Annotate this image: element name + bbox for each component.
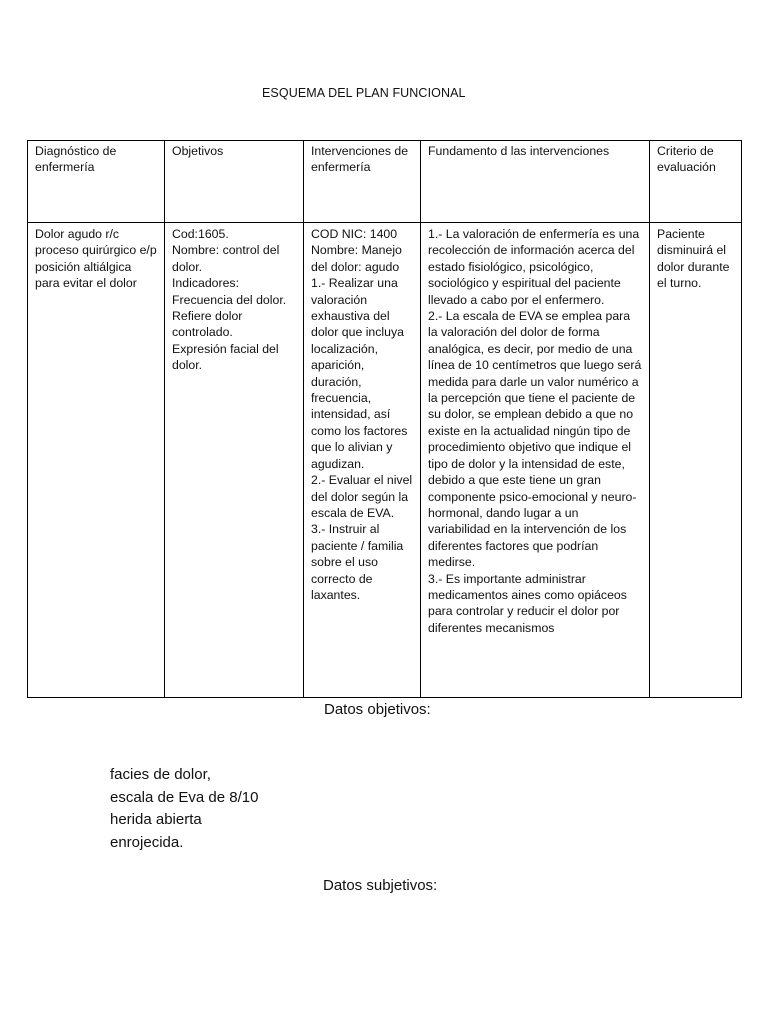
objetivo-line: Cod:1605. — [172, 227, 229, 241]
list-item: enrojecida. — [110, 833, 184, 851]
header-criterio: Criterio de evaluación — [650, 141, 742, 223]
datos-objetivos-list — [110, 764, 258, 854]
table-header-row — [28, 141, 742, 223]
intervencion-line: 2.- Evaluar el nivel del dolor según la escala de EVA. — [311, 473, 413, 520]
fundamento-line: 1.- La valoración de enfermería es una recolección de información acerca del estado fisiológico, psicológico, sociológico y espiritual del paciente llevado a cabo por el enfermero. — [428, 227, 640, 307]
cell-objetivos — [165, 223, 304, 698]
intervencion-line: COD NIC: 1400 — [311, 227, 398, 241]
objetivo-line: Expresión facial del dolor. — [172, 341, 279, 373]
list-item: herida abierta — [110, 811, 202, 828]
header-intervenciones: Intervenciones de enfermería — [304, 141, 421, 223]
cell-intervenciones — [304, 223, 421, 698]
objetivo-line: Indicadores: — [172, 276, 239, 291]
intervencion-line: Nombre: Manejo del dolor: agudo — [311, 243, 402, 274]
list-item: escala de Eva de 8/10 — [110, 788, 259, 806]
header-fundamento: Fundamento d las intervenciones — [421, 141, 650, 223]
datos-subjetivos-heading: Datos subjetivos: — [323, 877, 438, 894]
cell-fundamento — [421, 223, 650, 698]
cell-criterio: Paciente disminuirá el dolor durante el turno. — [650, 223, 742, 698]
fundamento-line: 3.- Es importante administrar medicamentos aines como opiáceos para controlar y reducir el dolor por diferentes mecanismos — [428, 571, 627, 635]
care-plan-table — [27, 140, 742, 698]
objetivo-line: Nombre: control del dolor. — [172, 243, 280, 274]
datos-objetivos-heading: Datos objetivos: — [324, 701, 431, 718]
cell-diagnostico: Dolor agudo r/c proceso quirúrgico e/p posición altiálgica para evitar el dolor — [28, 223, 165, 698]
fundamento-line: 2.- La escala de EVA se emplea para la valoración del dolor de forma analógica, es decir, por medio de una línea de 10 centímetros que luego será medida para darle un valor numérico a la percepción que tiene el paciente de su dolor, se emplean debido a que no existe en la actualidad ningún tipo de procedimiento objetivo que indique el tipo de dolor y la intensidad de este, debido a que este tiene un gran componente psico-emocional y neuro-hormonal, dando lugar a un variabilidad en la intervención de los diferentes factores que podrían medirse. — [428, 309, 642, 570]
intervencion-line: 3.- Instruir al paciente / familia sobre el uso correcto de laxantes. — [311, 522, 404, 602]
list-item: facies de dolor, — [110, 766, 211, 783]
header-objetivos: Objetivos — [165, 141, 304, 223]
document-title: ESQUEMA DEL PLAN FUNCIONAL — [262, 86, 466, 100]
header-diagnostico: Diagnóstico de enfermería — [28, 141, 165, 223]
intervencion-line: 1.- Realizar una valoración exhaustiva del dolor que incluya localización, aparición, duración, frecuencia, intensidad, así como los factores que lo alivian y agudizan. — [311, 276, 408, 471]
objetivo-line: Frecuencia del dolor. — [172, 292, 287, 307]
objetivo-line: Refiere dolor controlado. — [172, 309, 243, 340]
table-row — [28, 223, 742, 698]
